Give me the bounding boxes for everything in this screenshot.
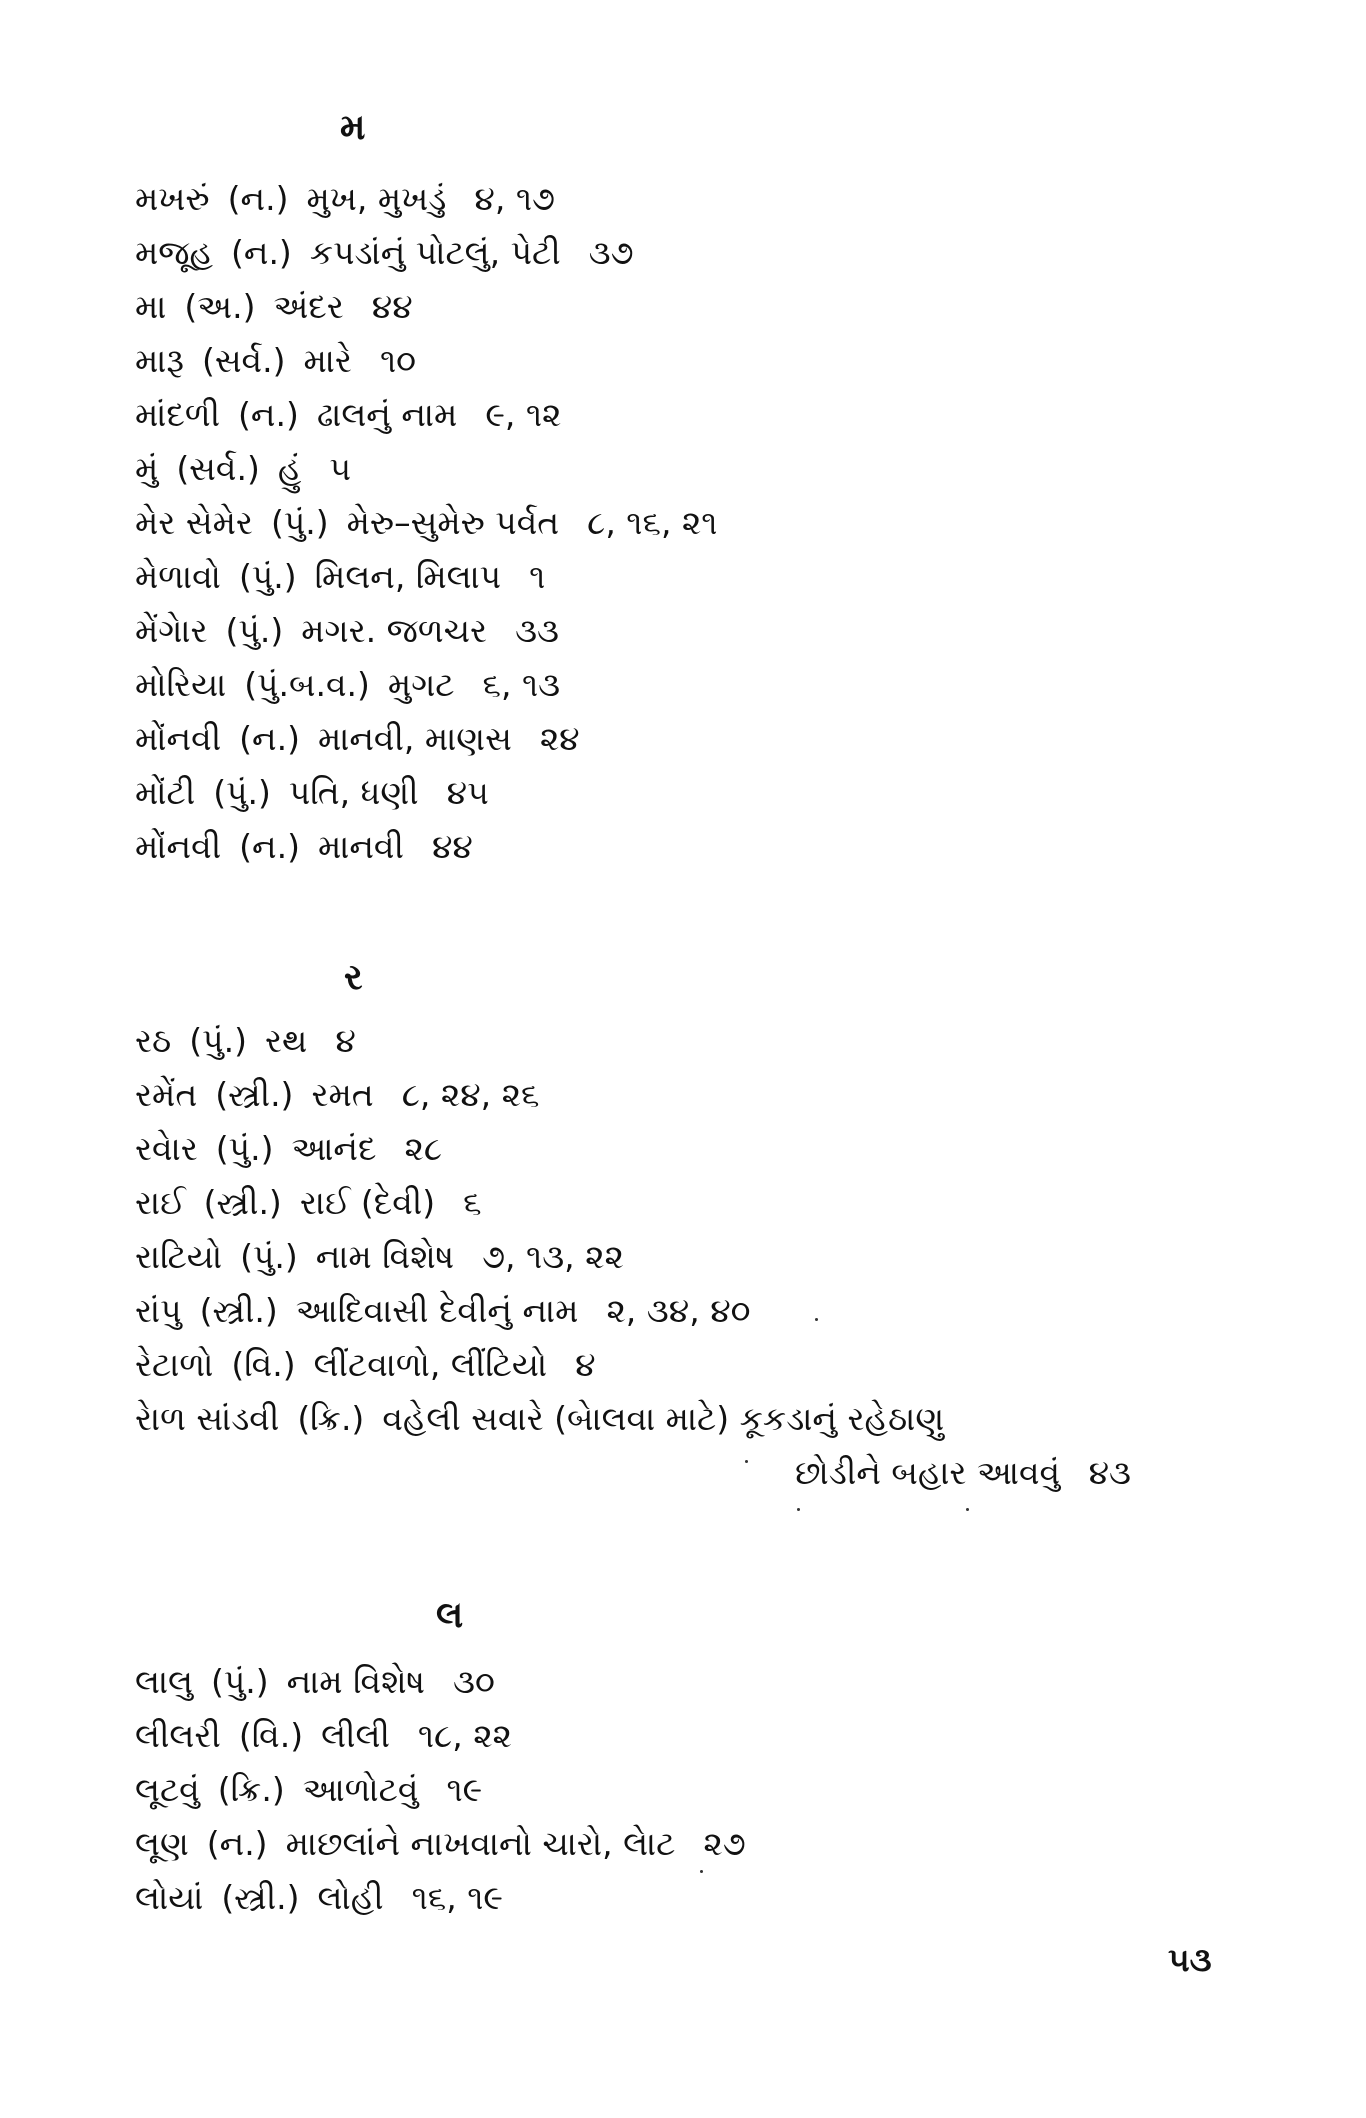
- entry-word: રમેંત: [135, 1075, 198, 1114]
- glossary-entry: [135, 1338, 962, 1392]
- entry-meaning: માનવી: [317, 827, 404, 866]
- entry-refs: ૪૫: [446, 773, 489, 812]
- entry-refs: ૪: [575, 1345, 596, 1384]
- entry-meaning: પતિ, ધણી: [288, 773, 419, 812]
- glossary-entry: [135, 1122, 962, 1176]
- entry-word: રાંપુ: [135, 1291, 182, 1330]
- scan-speck: [700, 1870, 703, 1873]
- entry-pos: (ન.): [206, 1824, 268, 1863]
- entry-word: લૂણ: [135, 1824, 189, 1863]
- scan-speck: [797, 1508, 800, 1511]
- entry-meaning: મુગટ: [387, 665, 455, 704]
- entry-word: મોંનવી: [135, 827, 222, 866]
- glossary-entry: [135, 1284, 962, 1338]
- entry-word: રાઈ: [135, 1183, 186, 1222]
- entry-word: રાટિયો: [135, 1237, 223, 1276]
- entry-refs: ૧૮, ૨૨: [417, 1716, 512, 1755]
- entry-meaning: મિલન, મિલાપ: [314, 557, 502, 596]
- entry-word: રેાળ સાંડવી: [135, 1399, 280, 1438]
- entry-meaning: મગર. જળચર: [301, 611, 488, 650]
- entry-pos: (પું.): [238, 557, 297, 596]
- entry-pos: (ન.): [227, 179, 289, 218]
- glossary-entry: [135, 712, 735, 766]
- entry-word: લીલરી: [135, 1716, 221, 1755]
- entry-word: મોરિયા: [135, 665, 227, 704]
- entry-refs: ૭, ૧૩, ૨૨: [482, 1237, 624, 1276]
- entry-refs: ૨૭: [703, 1824, 746, 1863]
- entry-refs: ૩૭: [588, 233, 634, 272]
- section-heading-ma: મ: [340, 107, 366, 148]
- entry-meaning: રમત: [311, 1075, 374, 1114]
- entry-pos: (અ.): [184, 287, 256, 326]
- entry-refs: ૪, ૧૭: [474, 179, 555, 218]
- entry-pos: (સ્ત્રી.): [203, 1183, 282, 1222]
- entry-refs: ૧૦: [379, 341, 416, 380]
- entry-word: મેંગેાર: [135, 611, 208, 650]
- entry-meaning: વહેલી સવારે (બેાલવા માટે) કૂકડાનું રહેઠાણુ: [382, 1399, 945, 1438]
- entry-word: મું: [135, 449, 159, 488]
- entry-refs: ૬, ૧૩: [482, 665, 561, 704]
- entry-meaning: અંદર: [273, 287, 344, 326]
- entry-refs: ૨૮: [404, 1129, 442, 1168]
- entry-pos: (પું.): [240, 1237, 298, 1276]
- entry-meaning: લીલી: [321, 1716, 390, 1755]
- glossary-entry: [135, 388, 735, 442]
- entry-word: મેળાવો: [135, 557, 221, 596]
- entry-refs: ૪૪: [371, 287, 413, 326]
- glossary-entry: [135, 1392, 962, 1446]
- entry-list-la: [135, 1655, 764, 1925]
- scan-speck: [815, 1318, 818, 1321]
- glossary-entry: [135, 280, 735, 334]
- entry-meaning: આદિવાસી દેવીનું નામ: [295, 1291, 579, 1330]
- entry-pos: (પું.): [225, 611, 284, 650]
- page-number: ૫૩: [1168, 1940, 1212, 1979]
- entry-word: મજૂહ: [135, 233, 213, 272]
- entry-word: લોયાં: [135, 1878, 204, 1917]
- glossary-entry: [135, 172, 735, 226]
- glossary-entry: [135, 658, 735, 712]
- glossary-entry: [135, 1709, 764, 1763]
- entry-pos: (પું.બ.વ.): [244, 665, 370, 704]
- entry-refs: ૬: [463, 1183, 482, 1222]
- entry-meaning: કપડાંનું પોટલું, પેટી: [309, 233, 561, 272]
- entry-refs: ૩૦: [453, 1662, 495, 1701]
- entry-word: રવેાર: [135, 1129, 198, 1168]
- entry-refs: ૫: [329, 449, 351, 488]
- entry-pos: (સ્ત્રી.): [221, 1878, 300, 1917]
- glossary-entry: [135, 1176, 962, 1230]
- entry-pos: (સર્વ.): [201, 341, 286, 380]
- glossary-entry: [135, 334, 735, 388]
- entry-refs: ૮, ૨૪, ૨૬: [401, 1075, 540, 1114]
- entry-meaning: મુખ, મુખડું: [306, 179, 447, 218]
- entry-refs: ૪૪: [431, 827, 473, 866]
- entry-refs: ૧૬, ૧૯: [411, 1878, 503, 1917]
- glossary-entry: [135, 550, 735, 604]
- entry-pos: (પું.): [213, 773, 271, 812]
- entry-pos: (ન.): [238, 395, 299, 434]
- entry-pos: (પું.): [270, 503, 329, 542]
- entry-refs: ૨૪: [539, 719, 580, 758]
- entry-pos: (વિ.): [231, 1345, 296, 1384]
- glossary-entry: [135, 604, 735, 658]
- entry-word: રઠ: [135, 1021, 172, 1060]
- entry-pos: (પું.): [210, 1662, 269, 1701]
- entry-pos: (પું.): [215, 1129, 274, 1168]
- entry-meaning: નામ વિશેષ: [286, 1662, 426, 1701]
- glossary-entry: [135, 496, 735, 550]
- entry-refs: ૮, ૧૬, ૨૧: [587, 503, 718, 542]
- entry-pos: (ન.): [230, 233, 292, 272]
- glossary-entry: [135, 1230, 962, 1284]
- glossary-entry: [135, 820, 735, 874]
- glossary-entry: [135, 1817, 764, 1871]
- entry-pos: (ન.): [239, 827, 300, 866]
- entry-list-ma: [135, 172, 735, 874]
- glossary-entry: [135, 1068, 962, 1122]
- entry-meaning: નામ વિશેષ: [315, 1237, 455, 1276]
- entry-word: મારૂ: [135, 341, 184, 380]
- entry-pos: (ક્રિ.): [217, 1770, 285, 1809]
- entry-word: માંદળી: [135, 395, 221, 434]
- section-heading-la: લ: [436, 1595, 464, 1636]
- continuation-refs: ૪૩: [1088, 1453, 1132, 1492]
- entry-meaning: લોહી: [317, 1878, 384, 1917]
- entry-word: મા: [135, 287, 167, 326]
- glossary-entry: [135, 442, 735, 496]
- entry-list-ra: [135, 1014, 962, 1446]
- entry-meaning: મારે: [303, 341, 352, 380]
- entry-word: મોંનવી: [135, 719, 222, 758]
- entry-meaning: રાઈ (દેવી): [299, 1183, 436, 1222]
- entry-continuation: [795, 1446, 1131, 1500]
- glossary-entry: [135, 1871, 764, 1925]
- entry-word: લૂટવું: [135, 1770, 200, 1809]
- entry-refs: ૯, ૧૨: [485, 395, 562, 434]
- scan-speck: [745, 1460, 748, 1463]
- entry-meaning: માછલાંને નાખવાનો ચારો, લેાટ: [285, 1824, 676, 1863]
- entry-pos: (ક્રિ.): [297, 1399, 365, 1438]
- entry-word: લાલુ: [135, 1662, 193, 1701]
- entry-word: મેર સેમેર: [135, 503, 253, 542]
- entry-word: મખરું: [135, 179, 210, 218]
- glossary-entry: [135, 1014, 962, 1068]
- entry-refs: ૪: [335, 1021, 356, 1060]
- entry-meaning: ઢાલનું નામ: [316, 395, 458, 434]
- entry-meaning: આનંદ: [291, 1129, 377, 1168]
- glossary-entry: [135, 226, 735, 280]
- entry-meaning: આળોટવું: [302, 1770, 419, 1809]
- entry-meaning: હું: [277, 449, 302, 488]
- continuation-text: છોડીને બહાર આવવું: [795, 1453, 1061, 1492]
- entry-pos: (પું.): [189, 1021, 247, 1060]
- entry-pos: (સ્ત્રી.): [215, 1075, 294, 1114]
- entry-meaning: રથ: [264, 1021, 308, 1060]
- entry-refs: ૨, ૩૪, ૪૦: [606, 1291, 751, 1330]
- entry-meaning: માનવી, માણસ: [317, 719, 512, 758]
- glossary-entry: [135, 1655, 764, 1709]
- entry-pos: (ન.): [239, 719, 300, 758]
- entry-word: રેટાળો: [135, 1345, 214, 1384]
- entry-meaning: મેરુ–સુમેરુ પર્વત: [346, 503, 560, 542]
- entry-pos: (સર્વ.): [176, 449, 260, 488]
- entry-meaning: લીંટવાળો, લીંટિયો: [313, 1345, 548, 1384]
- entry-pos: (સ્ત્રી.): [199, 1291, 278, 1330]
- entry-word: મોંટી: [135, 773, 196, 812]
- glossary-entry: [135, 1763, 764, 1817]
- entry-refs: ૧૯: [446, 1770, 483, 1809]
- entry-refs: ૩૩: [515, 611, 560, 650]
- section-heading-ra: ર: [344, 957, 363, 998]
- entry-refs: ૧: [529, 557, 546, 596]
- glossary-entry: [135, 766, 735, 820]
- entry-pos: (વિ.): [238, 1716, 304, 1755]
- scan-speck: [966, 1508, 969, 1511]
